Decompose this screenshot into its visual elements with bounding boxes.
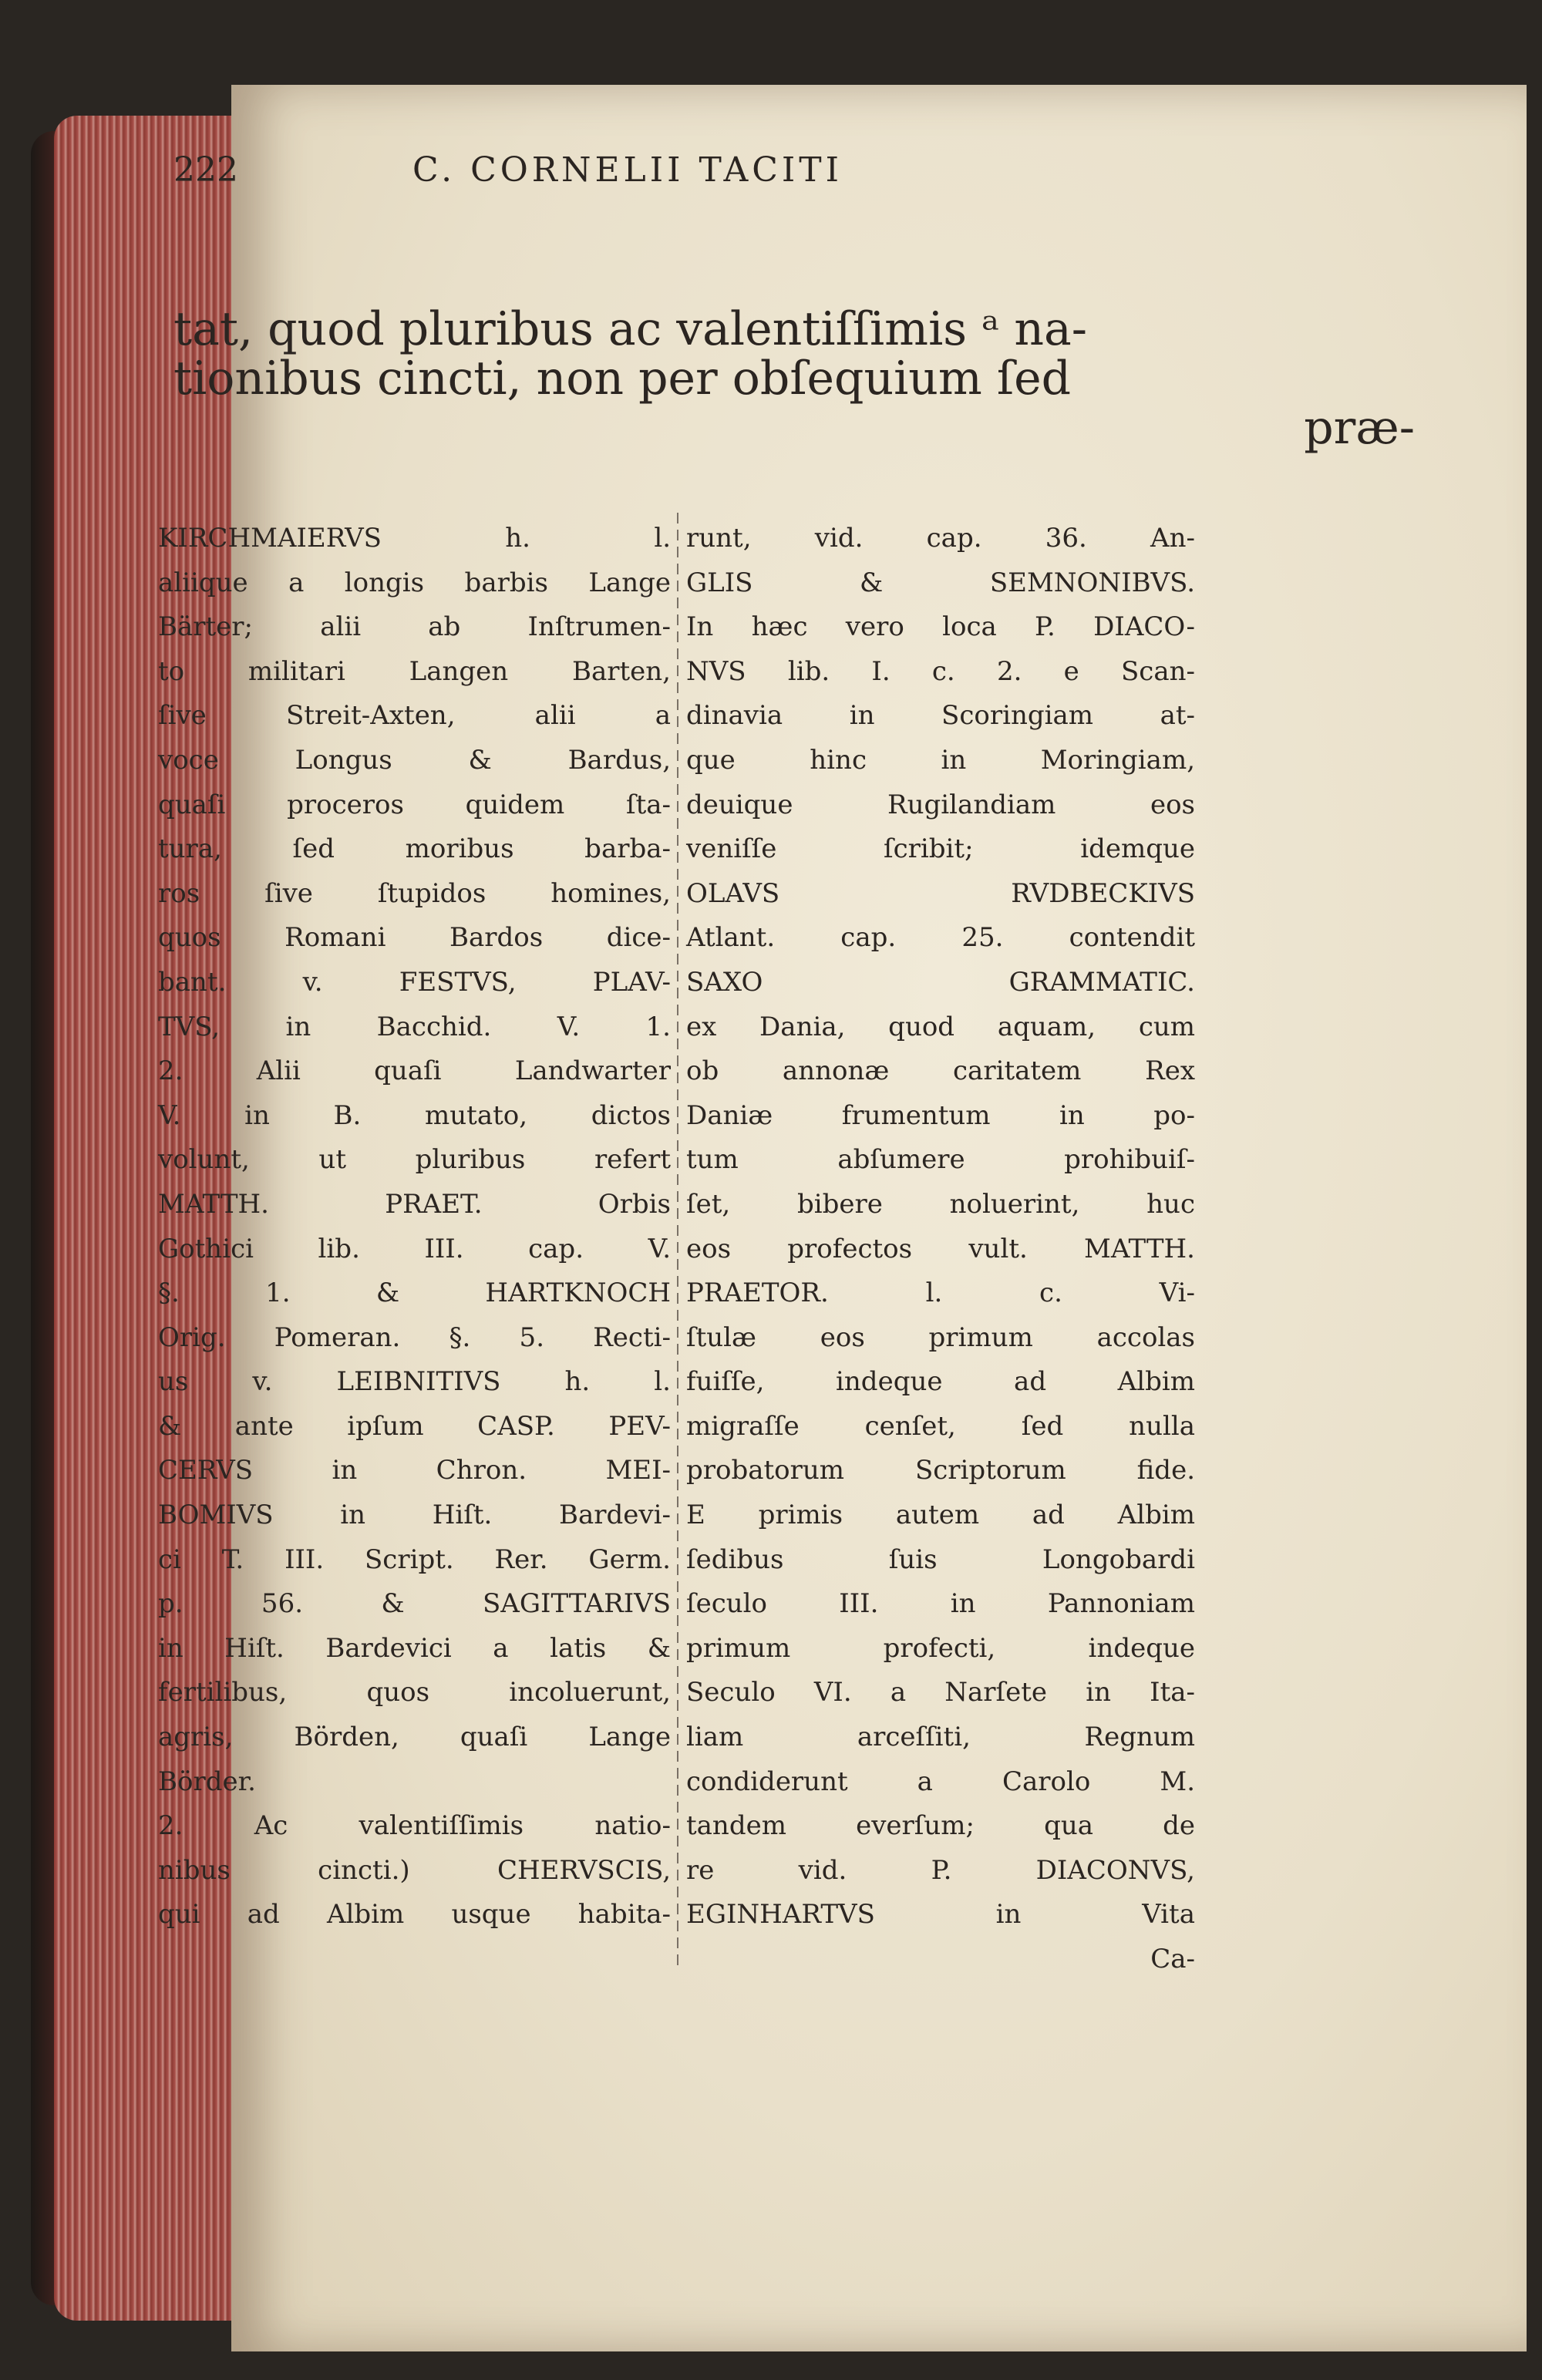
running-head xyxy=(173,150,1330,197)
footnote-line: fertilibus, quos incoluerunt, xyxy=(158,1677,671,1708)
footnote-line: GLIS & SEMNONIBVS. xyxy=(686,567,1195,598)
footnote-line: que hinc in Moringiam, xyxy=(686,744,1195,776)
footnote-line: 2. Alii quaſi Landwarter xyxy=(158,1055,671,1087)
main-line: tat, quod pluribus ac valentiſſimis ᵃ na- xyxy=(173,302,1088,356)
footnote-line: p. 56. & SAGITTARIVS xyxy=(158,1588,671,1620)
footnote-line: ob annonæ caritatem Rex xyxy=(686,1055,1195,1087)
column-divider xyxy=(677,513,678,1970)
footnote-line: to militari Langen Barten, xyxy=(158,655,671,687)
left-footnote-column xyxy=(158,517,671,1937)
footnote-line: ſive Streit-Axten, alii a xyxy=(158,700,671,732)
footnote-line: ſet, bibere noluerint, huc xyxy=(686,1188,1195,1220)
footnote-line: quos Romani Bardos dice- xyxy=(158,922,671,954)
footnote-line: runt, vid. cap. 36. An- xyxy=(686,523,1195,554)
footnote-line: OLAVS RVDBECKIVS xyxy=(686,877,1195,909)
footnote-line: condiderunt a Carolo M. xyxy=(686,1766,1195,1797)
footnote-line: deuique Rugilandiam eos xyxy=(686,789,1195,820)
footnote-line: Atlant. cap. 25. contendit xyxy=(686,922,1195,954)
footnote-line: re vid. P. DIACONVS, xyxy=(686,1854,1195,1886)
main-text xyxy=(173,302,1415,455)
footnote-line: Orig. Pomeran. §. 5. Recti- xyxy=(158,1321,671,1353)
main-line: tionibus cincti, non per obſequium ſed xyxy=(173,352,1072,406)
footnote-line: voce Longus & Bardus, xyxy=(158,744,671,776)
footnote-line: aliique a longis barbis Lange xyxy=(158,567,671,598)
footnote-line: TVS, in Bacchid. V. 1. xyxy=(158,1011,671,1042)
footnote-line: Börder. xyxy=(158,1766,256,1797)
footnote-line: E primis autem ad Albim xyxy=(686,1500,1195,1531)
footnote-line: dinavia in Scoringiam at- xyxy=(686,700,1195,732)
footnote-line: ſeculo III. in Pannoniam xyxy=(686,1588,1195,1620)
main-line-catchword: præ- xyxy=(1304,401,1415,455)
footnote-line: SAXO GRAMMATIC. xyxy=(686,966,1195,998)
footnote-line: EGINHARTVS in Vita xyxy=(686,1899,1195,1931)
footnote-line: ſtulæ eos primum accolas xyxy=(686,1321,1195,1353)
footnote-line: & ante ipſum CASP. PEV- xyxy=(158,1410,671,1442)
footnote-line: NVS lib. I. c. 2. e Scan- xyxy=(686,655,1195,687)
page-number: 222 xyxy=(173,150,238,190)
footnote-line: tura, ſed moribus barba- xyxy=(158,833,671,865)
footnote-line: ſedibus ſuis Longobardi xyxy=(686,1543,1195,1575)
footnote-line: KIRCHMAIERVS h. l. xyxy=(158,523,671,554)
footnote-line: 2. Ac valentiſſimis natio- xyxy=(158,1810,671,1842)
footnote-line: liam arceſſiti, Regnum xyxy=(686,1722,1195,1753)
footnote-line: tandem everſum; qua de xyxy=(686,1810,1195,1842)
footnote-line: quaſi proceros quidem ſta- xyxy=(158,789,671,820)
footnote-line: bant. v. FESTVS, PLAV- xyxy=(158,966,671,998)
footnote-line: Seculo VI. a Narſete in Ita- xyxy=(686,1677,1195,1708)
footnote-line: ex Dania, quod aquam, cum xyxy=(686,1011,1195,1042)
footnote-line: tum abſumere prohibuiſ- xyxy=(686,1144,1195,1176)
footnote-line: §. 1. & HARTKNOCH xyxy=(158,1278,671,1309)
footnote-line: ci T. III. Script. Rer. Germ. xyxy=(158,1543,671,1575)
footnote-line: volunt, ut pluribus refert xyxy=(158,1144,671,1176)
footnote-line: veniſſe ſcribit; idemque xyxy=(686,833,1195,865)
footnote-line: us v. LEIBNITIVS h. l. xyxy=(158,1366,671,1398)
footnote-line: MATTH. PRAET. Orbis xyxy=(158,1188,671,1220)
footnote-line: primum profecti, indeque xyxy=(686,1632,1195,1664)
running-title: C. CORNELII TACITI xyxy=(412,150,843,190)
footnote-line: fuiſſe, indeque ad Albim xyxy=(686,1366,1195,1398)
footnote-line: Daniæ frumentum in po- xyxy=(686,1099,1195,1131)
footnote-line: Bärter; alii ab Inſtrumen- xyxy=(158,611,671,643)
footnote-line: PRAETOR. l. c. Vi- xyxy=(686,1278,1195,1309)
footnote-line: Gothici lib. III. cap. V. xyxy=(158,1233,671,1264)
footnote-line: V. in B. mutato, dictos xyxy=(158,1099,671,1131)
footnote-line: migraſſe cenſet, ſed nulla xyxy=(686,1410,1195,1442)
footnote-line: CERVS in Chron. MEI- xyxy=(158,1455,671,1486)
footnote-line: nibus cincti.) CHERVSCIS, xyxy=(158,1854,671,1886)
footnote-line: agris, Börden, quaſi Lange xyxy=(158,1722,671,1753)
footnote-line: in Hiſt. Bardevici a latis & xyxy=(158,1632,671,1664)
right-footnote-column xyxy=(686,517,1195,1982)
footnote-line: In hæc vero loca P. DIACO- xyxy=(686,611,1195,643)
footnote-line: qui ad Albim usque habita- xyxy=(158,1899,671,1931)
footnote-line: probatorum Scriptorum fide. xyxy=(686,1455,1195,1486)
footnote-line: eos profectos vult. MATTH. xyxy=(686,1233,1195,1264)
footnote-line: BOMIVS in Hiſt. Bardevi- xyxy=(158,1500,671,1531)
footnote-line: ros ſive ſtupidos homines, xyxy=(158,877,671,909)
footnote-catchword: Ca- xyxy=(1150,1944,1195,1974)
